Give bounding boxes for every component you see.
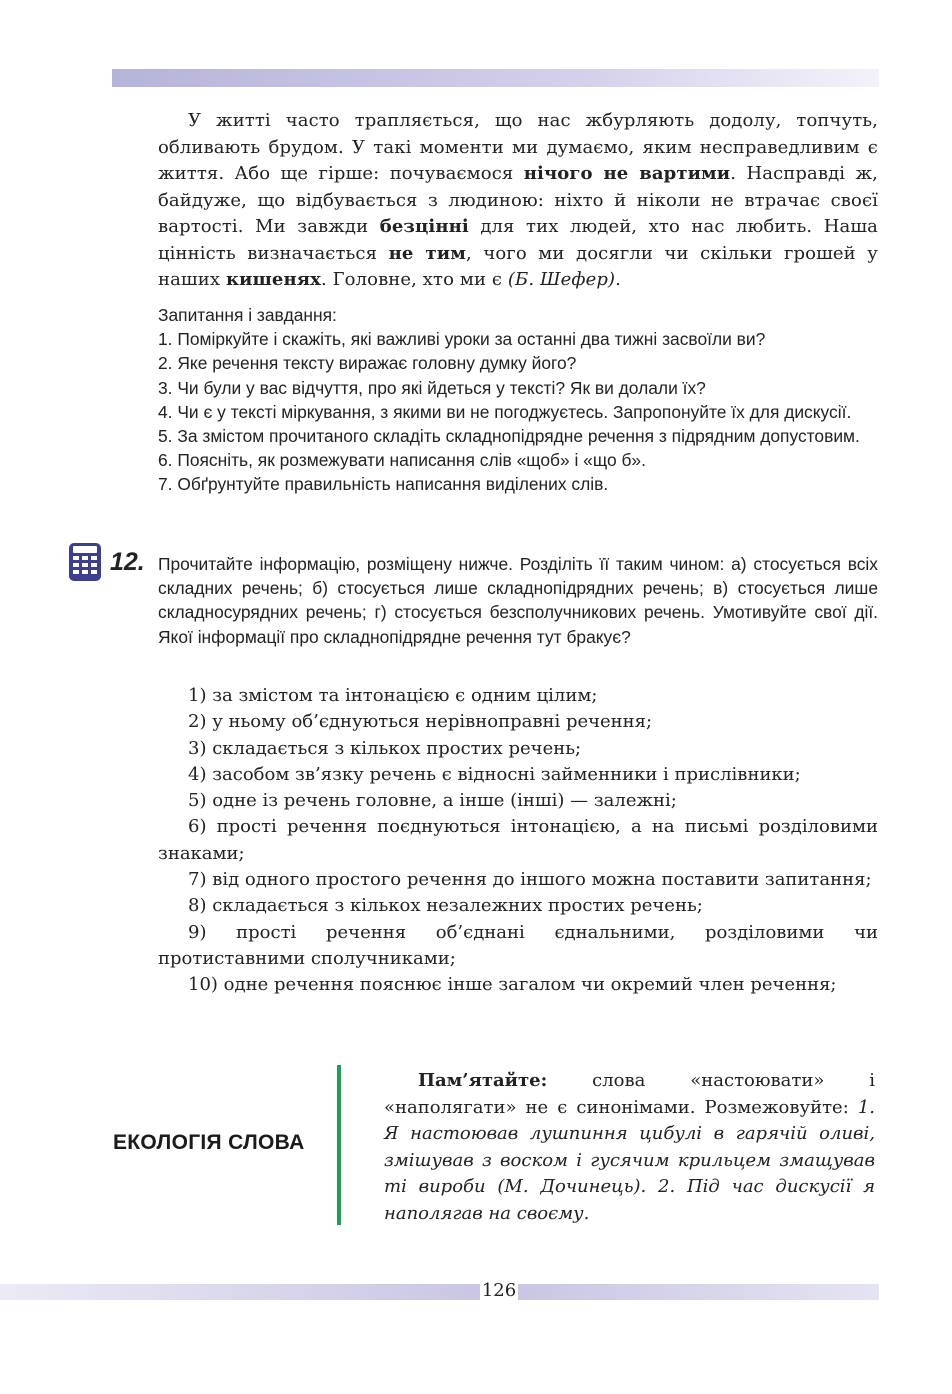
bold-word: безцінні — [379, 216, 469, 237]
list-item: 5) одне із речень головне, а інше (інші) — залежні; — [188, 790, 677, 812]
task-instructions: Прочитайте інформацію, розміщену нижче. Розділіть її таким чином: а) стосується всіх складних речень; б) стосується лише складнопідрядних речень; в) стосується лише складносурядних речень; г) стосується безсполучникових речень. Умотивуйте свої дії. Якої інформації про складнопідрядне речення тут бракує? — [158, 554, 878, 647]
bold-word: кишенях — [225, 269, 321, 290]
bold-word: не тим — [388, 242, 466, 264]
passage-text: . Головне, хто ми є — [321, 269, 508, 290]
remember-example: 1. Я настоював лушпиння цибулі в гарячій оливі, змішував з воском і гусячим крильцем змащував ті вироби (М. Дочинець). 2. Під час дискусії я наполягав на своєму. — [384, 1096, 875, 1224]
question-item: 5. За змістом прочитаного складіть складнопідрядне речення з підрядним допустовим. — [158, 426, 860, 447]
footer-band-left — [0, 1284, 480, 1300]
calculator-icon — [68, 542, 102, 582]
list-item: 10) одне речення пояснює інше загалом чи окремий член речення; — [188, 974, 837, 996]
list-item: 8) складається з кількох незалежних простих речень; — [188, 895, 703, 917]
passage-text: . — [615, 269, 621, 290]
passage-text: У житті часто трапляється, що нас жбурляють додолу, топчуть, обливають брудом. У такі моменти ми думаємо, яким несправедливим є життя. Або ще гірше: почуваємося — [158, 110, 878, 184]
question-item: 3. Чи були у вас відчуття, про які йдеться у тексті? Як ви долали їх? — [158, 377, 706, 398]
passage — [158, 108, 878, 294]
page-number: 126 — [481, 1280, 517, 1301]
question-item: 1. Поміркуйте і скажіть, які важливі уроки за останні два тижні засвоїли ви? — [158, 329, 766, 350]
question-item: 7. Обґрунтуйте правильність написання виділених слів. — [158, 474, 609, 495]
header-band — [112, 69, 879, 87]
remember-label: Пам’ятайте: — [418, 1070, 548, 1091]
question-item: 4. Чи є у тексті міркування, з якими ви не погоджуєтесь. Запропонуйте їх для дискусії. — [158, 401, 852, 422]
remember-body: слова «настоювати» і «наполягати» не є синонімами. Розмежовуйте: — [384, 1070, 875, 1118]
passage-paragraph — [158, 108, 878, 294]
info-list — [158, 683, 878, 999]
list-item: 6) прості речення поєднуються інтонацією, а на письмі розділовими знаками; — [158, 816, 878, 864]
list-item: 9) прості речення об’єднані єднальними, розділовими чи протиставними сполучниками; — [158, 921, 878, 969]
question-item: 2. Яке речення тексту виражає головну думку його? — [158, 353, 577, 374]
ecology-title: ЕКОЛОГІЯ СЛОВА — [113, 1131, 305, 1154]
bold-word: нічого не вартими — [523, 163, 731, 184]
passage-text: для тих людей, хто нас любить. Наша цінність визначається — [158, 216, 878, 264]
question-item: 6. Поясніть, як розмежувати написання слів «щоб» і «що б». — [158, 450, 646, 471]
author-citation: (Б. Шефер) — [507, 269, 616, 290]
remember-text — [384, 1068, 875, 1227]
questions-heading: Запитання і завдання: — [158, 305, 337, 325]
remember-note — [384, 1068, 875, 1227]
passage-text: . Насправді ж, байдуже, що відбувається з людиною: ніхто й ніколи не втрачає своєї вартості. Ми завжди — [158, 163, 878, 237]
list-item: 4) засобом зв’язку речень є відносні займенники і прислівники; — [188, 763, 801, 785]
accent-divider — [337, 1065, 341, 1225]
task-number: 12. — [110, 548, 145, 576]
list-item: 3) складається з кількох простих речень; — [188, 737, 582, 759]
list-item: 7) від одного простого речення до іншого можна поставити запитання; — [188, 869, 872, 891]
footer-band-right — [518, 1284, 879, 1300]
questions-block — [158, 303, 880, 497]
list-item: 2) у ньому об’єднуються нерівноправні речення; — [188, 711, 653, 733]
passage-text: , чого ми досягли чи скільки грошей у наших — [158, 242, 878, 290]
list-item: 1) за змістом та інтонацією є одним цілим; — [188, 685, 598, 706]
